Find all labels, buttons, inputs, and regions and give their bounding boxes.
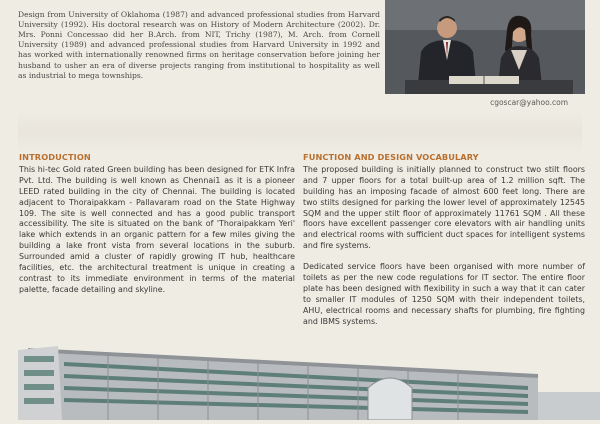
- introduction-paragraph: This hi-tec Gold rated Green building has been designed for ETK Infra Pvt. Ltd. The building is well known as Chennai1 as it is a pioneer LEED rated building in the city of Chennai. The building is located adjacent to Thoraipakkam - Pallavaram road on the State Highway 109. The site is well connected and has a good public transport accessibility. The site is situated on the bank of 'Thoraipakkam Yeri' lake which extends in an organic pattern for a few miles giving the building a lake front vista from several locations in the suburb. Surrounded amid a cluster of rapidly growing IT hub, healthcare facilities, etc. the architectural treatment is unique in creating a contrast to its immediate environment in terms of the material palette, facade detailing and skyline.: [19, 164, 295, 294]
- function-column: [303, 152, 585, 328]
- building-illustration: [18, 338, 600, 420]
- watermark-band: [18, 112, 582, 152]
- architects-photo-illustration: [385, 0, 585, 94]
- function-paragraph-1: The proposed building is initially planned to construct two stilt floors and 7 upper floors for a total built-up area of 1.2 million sqft. The building has an imposing facade of almost 600 feet long. There are two stilts designed for parking the lower level of approximately 12545 SQM and the upper stilt floor of approximately 11761 SQM . All these floors have excellent passenger core elevators with air handling units and electrical rooms with sufficient duct spaces for intelligent systems and fire systems.: [303, 164, 585, 251]
- introduction-heading: INTRODUCTION: [19, 152, 91, 162]
- function-heading: FUNCTION AND DESIGN VOCABULARY: [303, 152, 479, 162]
- architect-bio: Design from University of Oklahoma (1987) and advanced professional studies from Harvard University (1992). His doctoral research was on History of Modern Architecture (2002). Dr. Mrs. Ponni Concessao did her B.Arch. from NIT, Trichy (1987), M. Arch. from Cornell University (1989) and advanced professional studies from Harvard University in 1992 and has worked with internationally renowned firms on heritage conservation before joining her husband to usher an era of diverse projects ranging from institutional to hospitality as well as industrial to mega townships.: [18, 9, 380, 80]
- function-paragraph-2: Dedicated service floors have been organised with more number of toilets as per the new code regulations for IT sector. The entire floor plate has been designed with flexibility in such a way that it can cater to smaller IT modules of 1250 SQM with their independent toilets, AHU, electrical rooms and necessary shafts for plumbing, fire fighting and IBMS systems.: [303, 262, 585, 326]
- architects-photo: [385, 0, 585, 94]
- building-rendering: [18, 338, 600, 420]
- contact-email: cgoscar@yahoo.com: [490, 98, 568, 107]
- introduction-column: [19, 152, 295, 296]
